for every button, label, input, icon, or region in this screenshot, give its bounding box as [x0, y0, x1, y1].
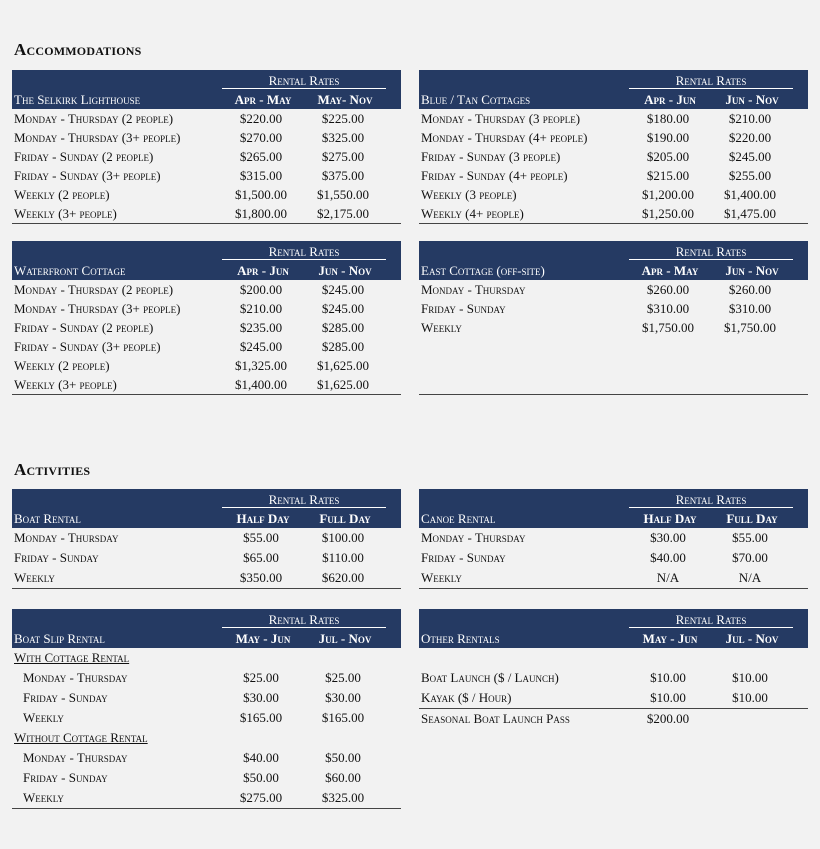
column-header: May- Nov [317, 92, 373, 107]
rate-value: $40.00 [243, 750, 279, 765]
rate-value: $10.00 [650, 670, 686, 685]
table-body [12, 528, 401, 589]
table-row [12, 708, 401, 728]
rate-table [419, 241, 808, 395]
rate-value: $2,175.00 [317, 206, 369, 221]
table-subheading [12, 728, 401, 748]
rate-value: $1,625.00 [317, 377, 369, 392]
row-label: Weekly [23, 790, 64, 805]
table-title: Other Rentals [421, 631, 500, 646]
rate-table [12, 489, 401, 589]
table-row [12, 668, 401, 688]
rate-value: $620.00 [321, 570, 365, 585]
rate-value: $30.00 [243, 690, 279, 705]
rate-value: $1,200.00 [642, 187, 694, 202]
table-row [12, 299, 401, 318]
rental-rates-label: Rental Rates [222, 492, 386, 508]
rate-value: $165.00 [239, 710, 283, 725]
table-row [419, 299, 808, 318]
row-label: Friday - Sunday [14, 550, 99, 565]
column-header: Full Day [319, 511, 371, 526]
rate-value: $100.00 [321, 530, 365, 545]
table-row [419, 109, 808, 128]
table-header [419, 70, 808, 109]
table-title: Canoe Rental [421, 511, 496, 526]
table-row [419, 648, 808, 668]
table-row [12, 356, 401, 375]
rate-value: $1,750.00 [724, 320, 776, 335]
rate-value: $10.00 [650, 690, 686, 705]
row-label: Monday - Thursday [23, 670, 128, 685]
rate-value: $1,500.00 [235, 187, 287, 202]
table-row [12, 147, 401, 166]
table-header [12, 609, 401, 648]
row-label: Friday - Sunday (2 people) [14, 149, 154, 164]
row-label: Friday - Sunday [421, 550, 506, 565]
table-body [12, 109, 401, 224]
column-header: Half Day [643, 511, 697, 526]
row-label: Friday - Sunday (4+ people) [421, 168, 568, 183]
table-spacer [419, 337, 808, 395]
table-body [12, 280, 401, 395]
table-header [12, 489, 401, 528]
table-row [12, 748, 401, 768]
rate-value: $1,400.00 [724, 187, 776, 202]
column-header: Apr - May [234, 92, 292, 107]
rental-rates-label: Rental Rates [222, 244, 386, 260]
row-label: Friday - Sunday [23, 770, 108, 785]
rate-value: $285.00 [321, 339, 365, 354]
rate-value: $315.00 [239, 168, 283, 183]
row-label: Monday - Thursday [14, 530, 119, 545]
row-label: Monday - Thursday (3+ people) [14, 301, 181, 316]
column-header: Apr - Jun [237, 263, 289, 278]
rental-rates-label: Rental Rates [629, 73, 793, 89]
table-row [419, 147, 808, 166]
rate-value: $55.00 [243, 530, 279, 545]
column-header: Jun - Nov [725, 263, 779, 278]
table-title: Waterfront Cottage [14, 263, 126, 278]
rate-value: $50.00 [325, 750, 361, 765]
rate-value: $40.00 [650, 550, 686, 565]
rate-value: $275.00 [321, 149, 365, 164]
table-row [12, 788, 401, 808]
rate-value: $65.00 [243, 550, 279, 565]
table-body [419, 528, 808, 589]
rate-value: $310.00 [646, 301, 690, 316]
rate-value: $1,250.00 [642, 206, 694, 221]
row-label: Monday - Thursday (3 people) [421, 111, 581, 126]
rate-value: $260.00 [646, 282, 690, 297]
row-label: Weekly (4+ people) [421, 206, 524, 221]
row-label: Kayak ($ / Hour) [421, 690, 512, 705]
table-header [12, 70, 401, 109]
row-label: Weekly [14, 570, 55, 585]
row-label: Monday - Thursday (3+ people) [14, 130, 181, 145]
rate-value: $220.00 [728, 130, 772, 145]
rate-value: $1,625.00 [317, 358, 369, 373]
rate-table [419, 489, 808, 589]
table-title: East Cottage (off-site) [421, 263, 545, 278]
row-label: Friday - Sunday [421, 301, 506, 316]
row-label: Monday - Thursday [23, 750, 128, 765]
rate-value: N/A [738, 570, 762, 585]
rate-value: $1,800.00 [235, 206, 287, 221]
row-label: Boat Launch ($ / Launch) [421, 670, 559, 685]
activities-heading: Activities [14, 460, 91, 479]
table-body [419, 109, 808, 224]
rate-value: $325.00 [321, 790, 365, 805]
rate-value: $1,550.00 [317, 187, 369, 202]
table-row [12, 528, 401, 548]
table-row [12, 337, 401, 356]
column-header: Jul - Nov [725, 631, 779, 646]
rate-value: N/A [656, 570, 680, 585]
table-row [12, 688, 401, 708]
table-header [419, 609, 808, 648]
rate-value: $180.00 [646, 111, 690, 126]
table-row [419, 185, 808, 204]
table-row [419, 204, 808, 223]
rate-value: $375.00 [321, 168, 365, 183]
rate-value: $245.00 [321, 282, 365, 297]
table-row [419, 668, 808, 688]
row-label: Without Cottage Rental [14, 730, 148, 745]
rate-value: $275.00 [239, 790, 283, 805]
column-header: May - Jun [642, 631, 698, 646]
row-label: With Cottage Rental [14, 650, 130, 665]
rental-rates-label: Rental Rates [222, 612, 386, 628]
row-label: Weekly (3 people) [421, 187, 517, 202]
rate-value: $210.00 [728, 111, 772, 126]
table-header [12, 241, 401, 280]
table-row [419, 548, 808, 568]
row-label: Friday - Sunday [23, 690, 108, 705]
rate-value: $60.00 [325, 770, 361, 785]
rate-value: $245.00 [239, 339, 283, 354]
table-row [12, 318, 401, 337]
rate-value: $165.00 [321, 710, 365, 725]
row-label: Friday - Sunday (3+ people) [14, 339, 161, 354]
table-title: Blue / Tan Cottages [421, 92, 531, 107]
rate-value: $215.00 [646, 168, 690, 183]
column-header: Jul - Nov [318, 631, 372, 646]
table-row [12, 280, 401, 299]
row-label: Friday - Sunday (2 people) [14, 320, 154, 335]
rate-value: $245.00 [321, 301, 365, 316]
rate-value: $110.00 [322, 550, 364, 565]
column-header: Full Day [726, 511, 778, 526]
table-row [419, 166, 808, 185]
table-row [419, 528, 808, 548]
row-label: Weekly (3+ people) [14, 377, 117, 392]
row-label: Weekly [421, 570, 462, 585]
table-row [12, 128, 401, 147]
column-header: Jun - Nov [318, 263, 372, 278]
rate-value: $1,325.00 [235, 358, 287, 373]
column-header: Jun - Nov [725, 92, 779, 107]
row-label: Monday - Thursday (2 people) [14, 282, 174, 297]
rate-value: $285.00 [321, 320, 365, 335]
rate-value: $350.00 [239, 570, 283, 585]
rate-value: $50.00 [243, 770, 279, 785]
column-header: May - Jun [235, 631, 291, 646]
table-body [419, 648, 808, 729]
table-row [419, 280, 808, 299]
rate-value: $210.00 [239, 301, 283, 316]
rate-table [12, 609, 401, 809]
table-row [12, 548, 401, 568]
table-title: Boat Rental [14, 511, 81, 526]
table-title: The Selkirk Lighthouse [14, 92, 141, 107]
rental-rates-label: Rental Rates [222, 73, 386, 89]
column-header: Apr - May [641, 263, 699, 278]
rate-value: $30.00 [325, 690, 361, 705]
table-row [419, 688, 808, 708]
rate-value: $30.00 [650, 530, 686, 545]
row-label: Monday - Thursday (2 people) [14, 111, 174, 126]
rate-table [419, 70, 808, 224]
table-title: Boat Slip Rental [14, 631, 105, 646]
rate-value: $10.00 [732, 690, 768, 705]
rate-value: $70.00 [732, 550, 768, 565]
table-row [419, 568, 808, 588]
row-label: Friday - Sunday (3+ people) [14, 168, 161, 183]
table-row [419, 128, 808, 147]
rate-value: $270.00 [239, 130, 283, 145]
row-label: Weekly [421, 320, 462, 335]
rate-value: $325.00 [321, 130, 365, 145]
rate-value: $1,475.00 [724, 206, 776, 221]
rate-value: $220.00 [239, 111, 283, 126]
column-header: Apr - Jun [644, 92, 696, 107]
rate-table [12, 241, 401, 395]
row-label: Weekly (3+ people) [14, 206, 117, 221]
row-label: Weekly (2 people) [14, 358, 110, 373]
rental-rates-label: Rental Rates [629, 492, 793, 508]
rate-value: $25.00 [243, 670, 279, 685]
row-label: Monday - Thursday [421, 530, 526, 545]
rate-value: $235.00 [239, 320, 283, 335]
rate-value: $265.00 [239, 149, 283, 164]
table-row [12, 185, 401, 204]
table-subheading [12, 648, 401, 668]
rate-value: $200.00 [646, 711, 690, 726]
table-body [419, 280, 808, 337]
row-label: Weekly (2 people) [14, 187, 110, 202]
rate-value: $310.00 [728, 301, 772, 316]
rate-table [419, 609, 808, 729]
rate-value: $255.00 [728, 168, 772, 183]
rate-value: $190.00 [646, 130, 690, 145]
rate-value: $1,400.00 [235, 377, 287, 392]
table-row [12, 166, 401, 185]
table-header [419, 489, 808, 528]
rate-table [12, 70, 401, 224]
rate-value: $200.00 [239, 282, 283, 297]
rate-value: $245.00 [728, 149, 772, 164]
rate-value: $10.00 [732, 670, 768, 685]
row-label: Seasonal Boat Launch Pass [421, 711, 570, 726]
accommodations-heading: Accommodations [14, 40, 142, 59]
table-row [419, 318, 808, 337]
table-row [12, 768, 401, 788]
table-row [419, 709, 808, 729]
table-row [12, 204, 401, 223]
rental-rates-label: Rental Rates [629, 612, 793, 628]
table-body [12, 648, 401, 809]
rate-value: $1,750.00 [642, 320, 694, 335]
row-label: Weekly [23, 710, 64, 725]
rate-value: $260.00 [728, 282, 772, 297]
row-label: Friday - Sunday (3 people) [421, 149, 561, 164]
table-header [419, 241, 808, 280]
table-row [12, 375, 401, 394]
column-header: Half Day [236, 511, 290, 526]
rate-value: $225.00 [321, 111, 365, 126]
table-row [12, 568, 401, 588]
row-label: Monday - Thursday (4+ people) [421, 130, 588, 145]
table-row [12, 109, 401, 128]
rate-value: $205.00 [646, 149, 690, 164]
row-label: Monday - Thursday [421, 282, 526, 297]
rate-value: $25.00 [325, 670, 361, 685]
rate-value: $55.00 [732, 530, 768, 545]
rental-rates-label: Rental Rates [629, 244, 793, 260]
